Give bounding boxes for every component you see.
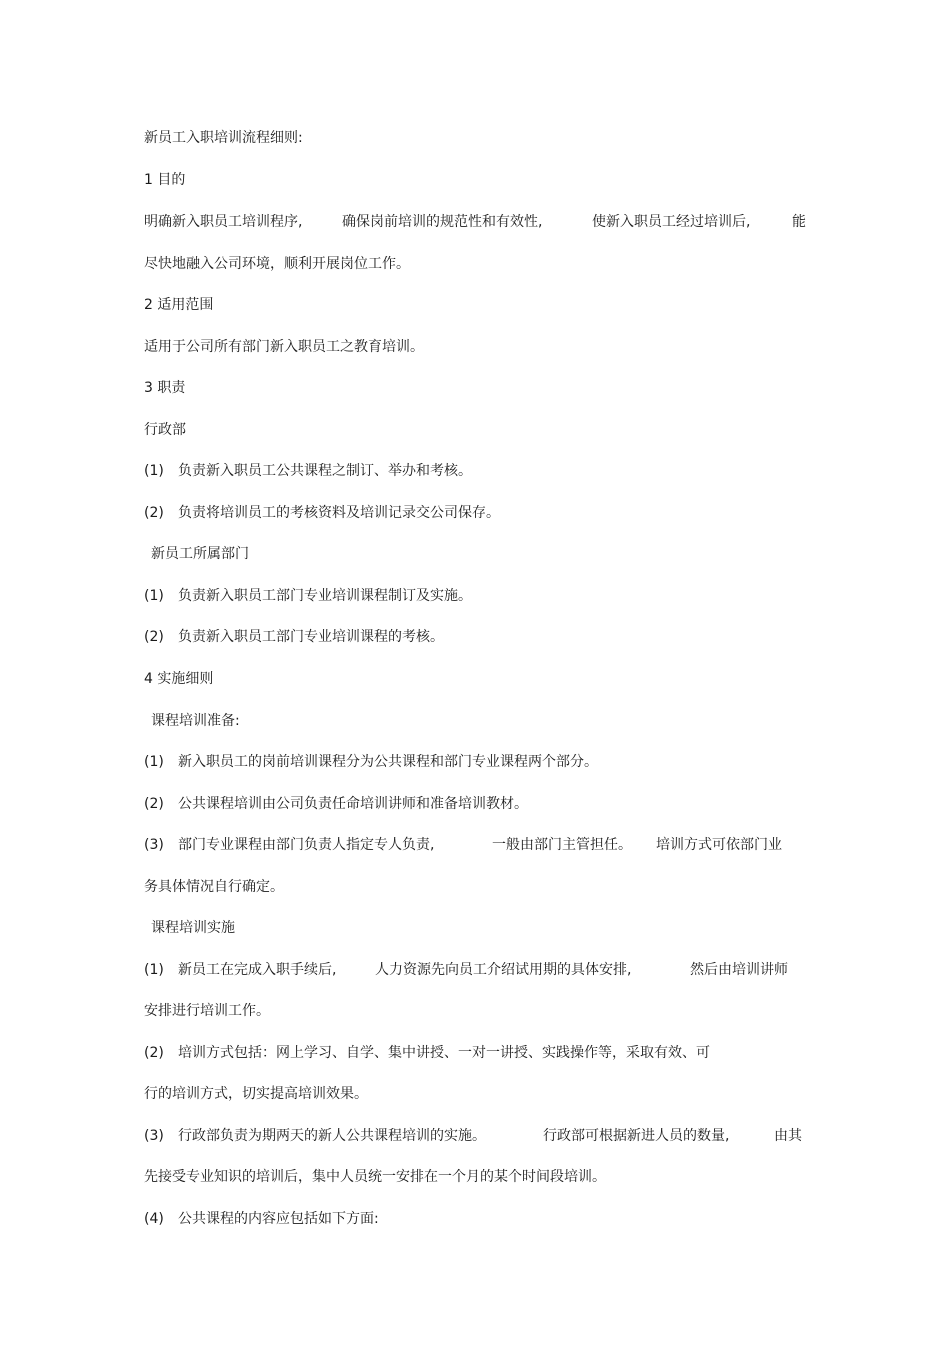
list-item	[144, 503, 500, 523]
course-prep-subheading: 课程培训准备:	[151, 713, 240, 729]
list-item-continuation: 安排进行培训工作。	[144, 1003, 270, 1019]
list-item	[144, 1209, 379, 1229]
section-2-paragraph: 适用于公司所有部门新入职员工之教育培训。	[144, 339, 424, 355]
list-number: (4)	[144, 1211, 164, 1227]
list-item	[144, 627, 444, 647]
list-number: (2)	[144, 629, 164, 645]
list-text: 负责新入职员工公共课程之制订、举办和考核。	[178, 463, 472, 479]
admin-dept-subheading: 行政部	[144, 422, 186, 438]
text-segment: 部门专业课程由部门负责人指定专人负责,	[178, 837, 435, 853]
list-number: (3)	[144, 1128, 164, 1144]
text-segment: 人力资源先向员工介绍试用期的具体安排,	[375, 962, 632, 978]
list-item	[144, 835, 814, 855]
list-number: (1)	[144, 962, 164, 978]
list-item	[144, 960, 814, 980]
list-number: (3)	[144, 837, 164, 853]
section-4-heading: 4 实施细则	[144, 671, 214, 687]
list-item	[144, 752, 598, 772]
text-segment: 行政部负责为期两天的新人公共课程培训的实施。	[178, 1128, 486, 1144]
list-item	[144, 1126, 814, 1146]
text-segment: 确保岗前培训的规范性和有效性,	[342, 214, 543, 230]
course-implementation-subheading: 课程培训实施	[151, 920, 235, 936]
section-2-heading: 2 适用范围	[144, 297, 214, 313]
list-text: 负责新入职员工部门专业培训课程的考核。	[178, 629, 444, 645]
text-segment: 使新入职员工经过培训后,	[592, 214, 751, 230]
section-1-heading: 1 目的	[144, 172, 186, 188]
document-title: 新员工入职培训流程细则:	[144, 130, 303, 146]
list-item	[144, 461, 472, 481]
list-number: (2)	[144, 505, 164, 521]
list-number: (2)	[144, 1045, 164, 1061]
list-text: 负责新入职员工部门专业培训课程制订及实施。	[178, 588, 472, 604]
new-employee-dept-subheading: 新员工所属部门	[151, 546, 249, 562]
text-segment: 然后由培训讲师	[690, 962, 788, 978]
text-segment: 行政部可根据新进人员的数量,	[543, 1128, 730, 1144]
list-text: 公共课程培训由公司负责任命培训讲师和准备培训教材。	[178, 796, 528, 812]
list-number: (1)	[144, 754, 164, 770]
section-3-heading: 3 职责	[144, 380, 186, 396]
list-item-continuation: 务具体情况自行确定。	[144, 879, 284, 895]
list-number: (2)	[144, 796, 164, 812]
text-segment: 能	[792, 214, 806, 230]
text-segment: 明确新入职员工培训程序,	[144, 214, 303, 230]
text-segment: 一般由部门主管担任。	[492, 837, 632, 853]
list-number: (1)	[144, 588, 164, 604]
list-text: 培训方式包括：网上学习、自学、集中讲授、一对一讲授、实践操作等，采取有效、可	[178, 1045, 710, 1061]
list-text: 公共课程的内容应包括如下方面:	[178, 1211, 379, 1227]
list-item	[144, 586, 472, 606]
list-text: 新入职员工的岗前培训课程分为公共课程和部门专业课程两个部分。	[178, 754, 598, 770]
list-item	[144, 1043, 710, 1063]
list-item-continuation: 先接受专业知识的培训后，集中人员统一安排在一个月的某个时间段培训。	[144, 1169, 606, 1185]
section-1-paragraph-line-1	[144, 212, 814, 232]
section-1-paragraph-line-2: 尽快地融入公司环境，顺利开展岗位工作。	[144, 256, 410, 272]
list-item	[144, 794, 528, 814]
list-text: 负责将培训员工的考核资料及培训记录交公司保存。	[178, 505, 500, 521]
text-segment: 新员工在完成入职手续后,	[178, 962, 337, 978]
list-item-continuation: 行的培训方式，切实提高培训效果。	[144, 1086, 368, 1102]
text-segment: 由其	[774, 1128, 802, 1144]
text-segment: 培训方式可依部门业	[656, 837, 782, 853]
list-number: (1)	[144, 463, 164, 479]
